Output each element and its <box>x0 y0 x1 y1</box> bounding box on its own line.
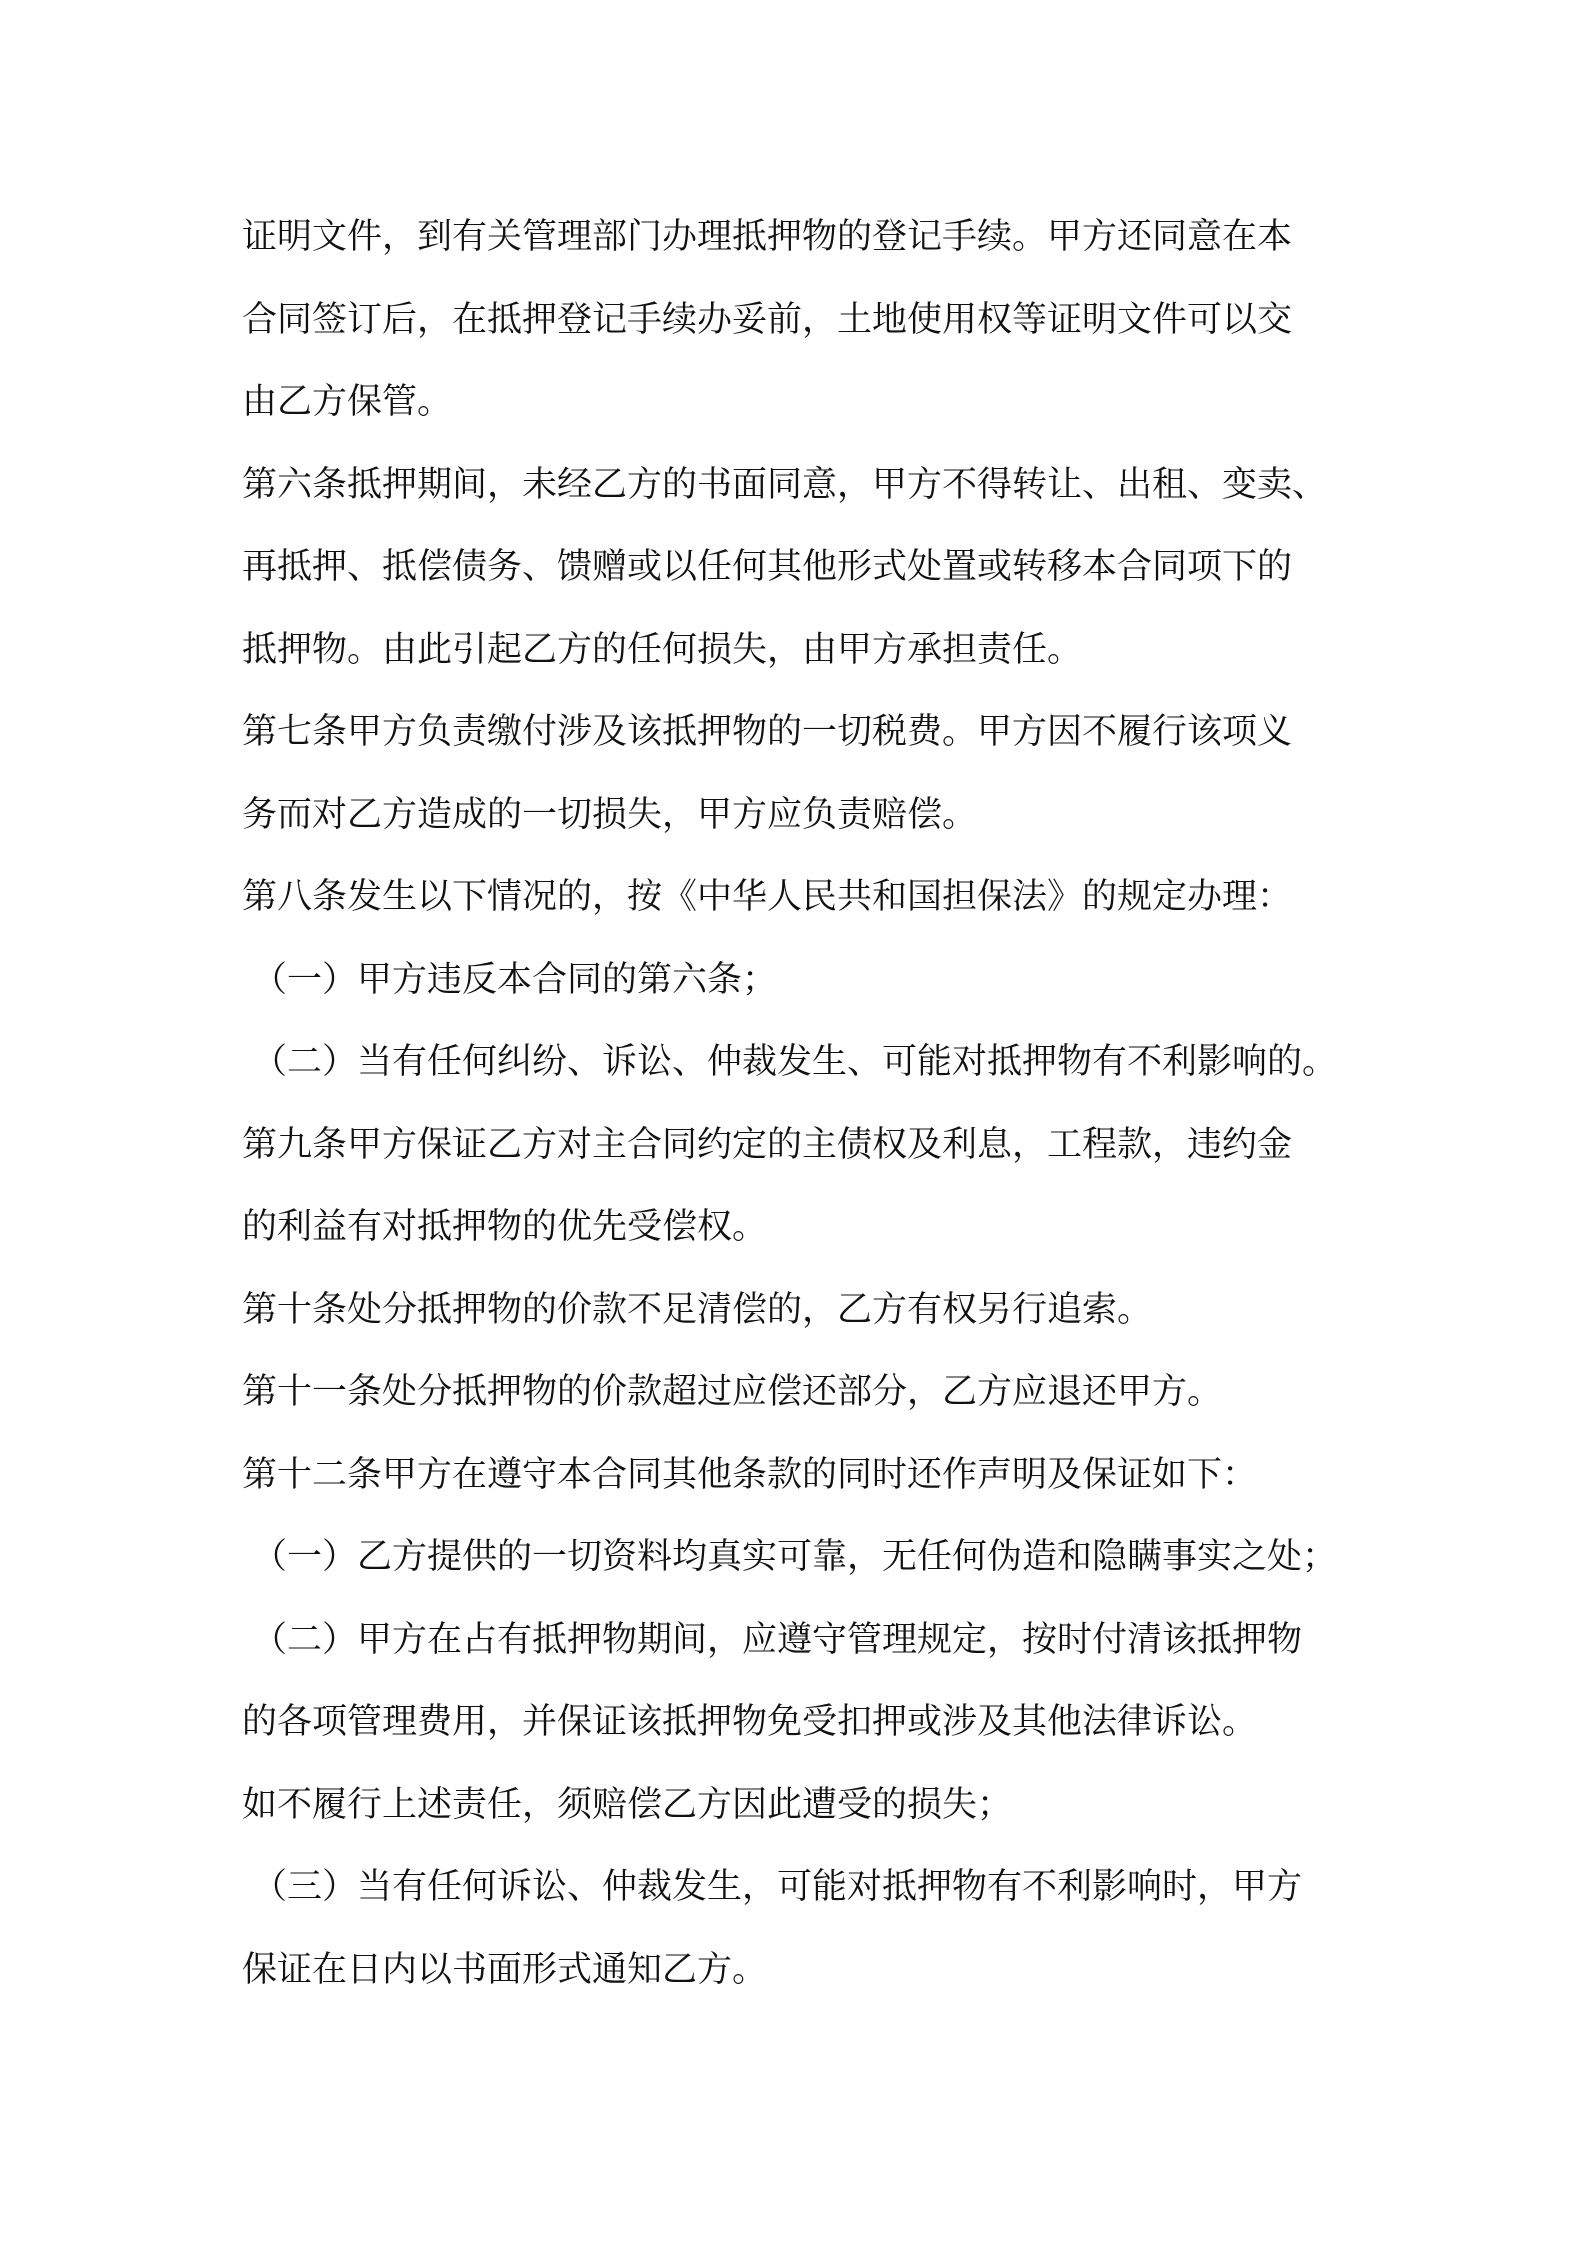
clause-item: （二）甲方在占有抵押物期间，应遵守管理规定，按时付清该抵押物 <box>252 1619 1303 1660</box>
article-9-line: 第九条甲方保证乙方对主合同约定的主债权及利息，工程款，违约金 <box>242 1124 1293 1165</box>
article-8-line: 第八条发生以下情况的，按《中华人民共和国担保法》的规定办理： <box>242 877 1293 917</box>
article-7-line: 第七条甲方负责缴付涉及该抵押物的一切税费。甲方因不履行该项义 <box>242 712 1293 752</box>
text-line: 务而对乙方造成的一切损失，甲方应负责赔偿。 <box>242 794 978 835</box>
text-line: 的利益有对抵押物的优先受偿权。 <box>242 1207 768 1247</box>
text-line: 抵押物。由此引起乙方的任何损失，由甲方承担责任。 <box>242 629 1083 670</box>
clause-item: （二）当有任何纠纷、诉讼、仲裁发生、可能对抵押物有不利影响的。 <box>252 1042 1338 1082</box>
clause-item: （一）乙方提供的一切资料均真实可靠，无任何伪造和隐瞒事实之处； <box>252 1537 1338 1577</box>
article-12-line: 第十二条甲方在遵守本合同其他条款的同时还作声明及保证如下： <box>242 1454 1258 1495</box>
article-6-line: 第六条抵押期间，未经乙方的书面同意，甲方不得转让、出租、变卖、 <box>242 464 1328 505</box>
text-line: 再抵押、抵偿债务、馈赠或以任何其他形式处置或转移本合同项下的 <box>242 547 1293 587</box>
text-line: 由乙方保管。 <box>242 382 453 422</box>
clause-item: （一）甲方违反本合同的第六条； <box>252 959 778 1000</box>
text-line: 如不履行上述责任，须赔偿乙方因此遭受的损失； <box>242 1784 1013 1825</box>
article-11-line: 第十一条处分抵押物的价款超过应偿还部分，乙方应退还甲方。 <box>242 1372 1223 1412</box>
text-line: 合同签订后，在抵押登记手续办妥前，土地使用权等证明文件可以交 <box>242 299 1293 340</box>
contract-body <box>242 196 1362 2011</box>
article-10-line: 第十条处分抵押物的价款不足清偿的，乙方有权另行追索。 <box>242 1289 1153 1330</box>
text-line: 的各项管理费用，并保证该抵押物免受扣押或涉及其他法律诉讼。 <box>242 1702 1258 1742</box>
text-line: 证明文件，到有关管理部门办理抵押物的登记手续。甲方还同意在本 <box>242 217 1293 257</box>
clause-item: （三）当有任何诉讼、仲裁发生，可能对抵押物有不利影响时，甲方 <box>252 1867 1303 1907</box>
text-line: 保证在日内以书面形式通知乙方。 <box>242 1949 768 1990</box>
